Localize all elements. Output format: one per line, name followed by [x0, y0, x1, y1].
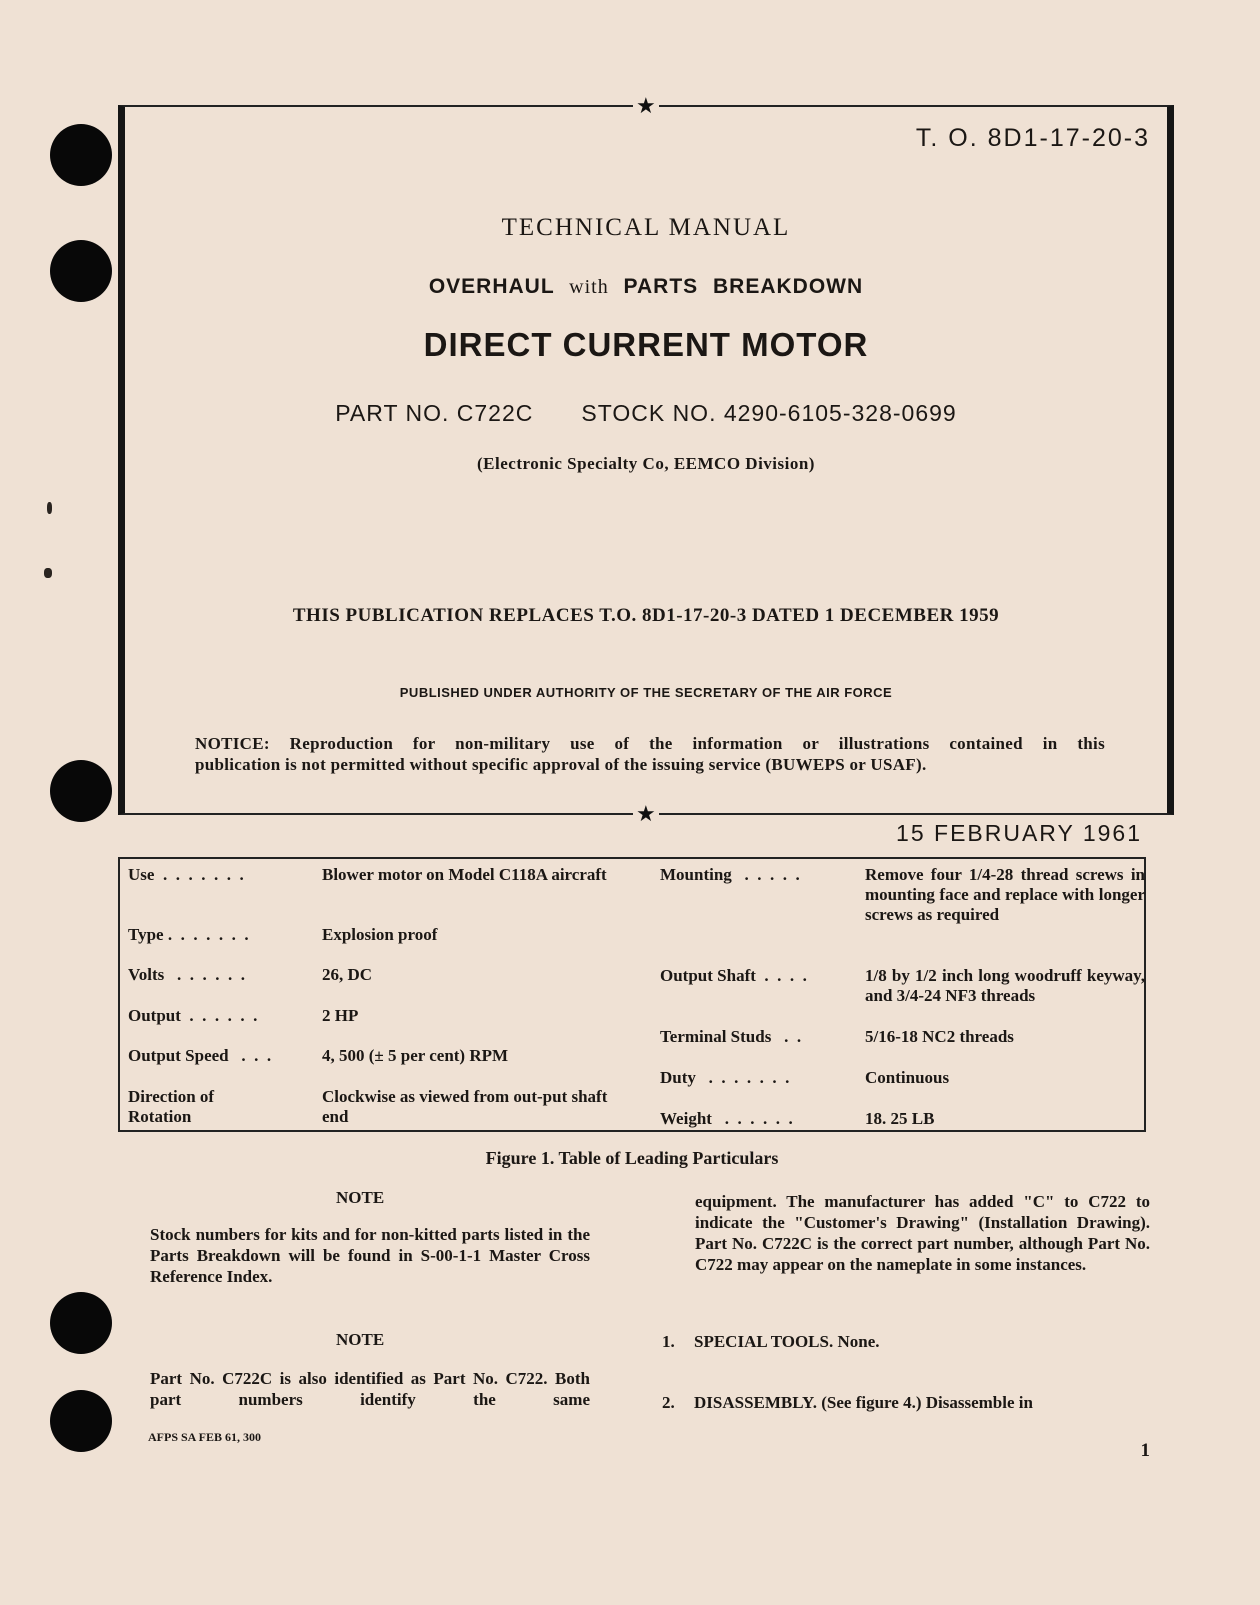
body-paragraph	[695, 1191, 1150, 1275]
particular-label: Weight . . . . . .	[660, 1109, 793, 1128]
publication-date: 15 FEBRUARY 1961	[896, 820, 1142, 846]
particular-label: Use . . . . . . .	[128, 865, 244, 884]
item-number: 1.	[662, 1332, 675, 1351]
binder-hole	[50, 124, 112, 186]
particulars-table	[118, 857, 1146, 1132]
particular-value: 5/16-18 NC2 threads	[865, 1027, 1014, 1046]
notice-line: NOTICE: Reproduction for non-military use of the information or illustrations contained in this	[195, 734, 1105, 753]
paragraph-text: equipment. The manufacturer has added "C" to C722 to indicate the "Customer's Drawing" (Installation Drawing). Part No. C722C is the correct part number, although Part No. C722 may appear on the nameplate in some instances.	[695, 1192, 1150, 1274]
section-item	[662, 1332, 880, 1352]
particular-value: Blower motor on Model C118A aircraft	[322, 865, 607, 884]
binder-hole	[50, 760, 112, 822]
printer-code: AFPS SA FEB 61, 300	[148, 1430, 262, 1444]
page-number: 1	[1140, 1440, 1150, 1461]
paper-speck	[47, 502, 52, 514]
particular-value: Explosion proof	[322, 925, 438, 944]
note-paragraph: Part No. C722C is also identified as Part No. C722. Both part numbers identify the same	[150, 1369, 590, 1409]
authority-statement: PUBLISHED UNDER AUTHORITY OF THE SECRETARY OF THE AIR FORCE	[399, 685, 893, 700]
document-kind: TECHNICAL MANUAL	[501, 214, 791, 241]
item-text: SPECIAL TOOLS. None.	[694, 1332, 880, 1351]
item-text: DISASSEMBLY. (See figure 4.) Disassemble in	[694, 1393, 1033, 1412]
particular-value: 2 HP	[322, 1006, 359, 1025]
part-number: PART NO. C722C	[335, 400, 534, 426]
subtitle-part-a: OVERHAUL	[428, 275, 555, 298]
figure-caption: Figure 1. Table of Leading Particulars	[485, 1148, 779, 1168]
replaces-statement: THIS PUBLICATION REPLACES T.O. 8D1-17-20-3 DATED 1 DECEMBER 1959	[292, 605, 1000, 626]
to-number: T. O. 8D1-17-20-3	[915, 124, 1150, 152]
particular-label: Output Shaft . . . .	[660, 966, 807, 985]
stock-number: STOCK NO. 4290-6105-328-0699	[581, 400, 957, 426]
particular-label: Volts . . . . . .	[128, 965, 245, 984]
particular-value: Remove four 1/4-28 thread screws in mounting face and replace with longer screws as required	[865, 865, 1145, 924]
section-item	[662, 1393, 1033, 1413]
subtitle-part-b: PARTS BREAKDOWN	[623, 275, 864, 298]
particular-value: 1/8 by 1/2 inch long woodruff keyway, and 3/4-24 NF3 threads	[865, 966, 1145, 1005]
particular-value: 4, 500 (± 5 per cent) RPM	[322, 1046, 509, 1065]
particular-label: Type . . . . . . .	[128, 925, 249, 944]
particular-label: Output Speed . . .	[128, 1046, 272, 1065]
particular-label: Direction of Rotation	[128, 1087, 215, 1126]
particular-value: Clockwise as viewed from out-put shaft end	[322, 1087, 608, 1126]
note-paragraph: Stock numbers for kits and for non-kitted parts listed in the Parts Breakdown will be found in S-00-1-1 Master Cross Reference Index.	[150, 1225, 590, 1286]
binder-hole	[50, 1292, 112, 1354]
particular-label: Output . . . . . .	[128, 1006, 258, 1025]
particular-label: Duty . . . . . . .	[660, 1068, 790, 1087]
page-title: DIRECT CURRENT MOTOR	[423, 326, 869, 363]
manufacturer: (Electronic Specialty Co, EEMCO Division)	[477, 454, 815, 473]
binder-hole	[50, 240, 112, 302]
particular-value: 18. 25 LB	[865, 1109, 935, 1128]
part-stock-line	[118, 400, 1174, 427]
document-subtitle	[118, 275, 1174, 299]
paper-speck	[44, 568, 52, 578]
note-text	[150, 1368, 590, 1410]
binder-hole	[50, 1390, 112, 1452]
star-icon: ★	[633, 96, 659, 118]
subtitle-with: with	[569, 276, 609, 298]
note-text	[150, 1224, 590, 1287]
particular-label: Terminal Studs . .	[660, 1027, 802, 1046]
particular-value: Continuous	[865, 1068, 950, 1087]
star-icon: ★	[633, 804, 659, 826]
particular-value: 26, DC	[322, 965, 373, 984]
notice	[195, 733, 1105, 775]
note-heading: NOTE	[336, 1330, 385, 1349]
item-number: 2.	[662, 1393, 675, 1412]
note-heading: NOTE	[336, 1188, 385, 1207]
notice-line: publication is not permitted without specific approval of the issuing service (BUWEPS or USAF).	[195, 755, 927, 774]
particular-label: Mounting . . . . .	[660, 865, 800, 884]
